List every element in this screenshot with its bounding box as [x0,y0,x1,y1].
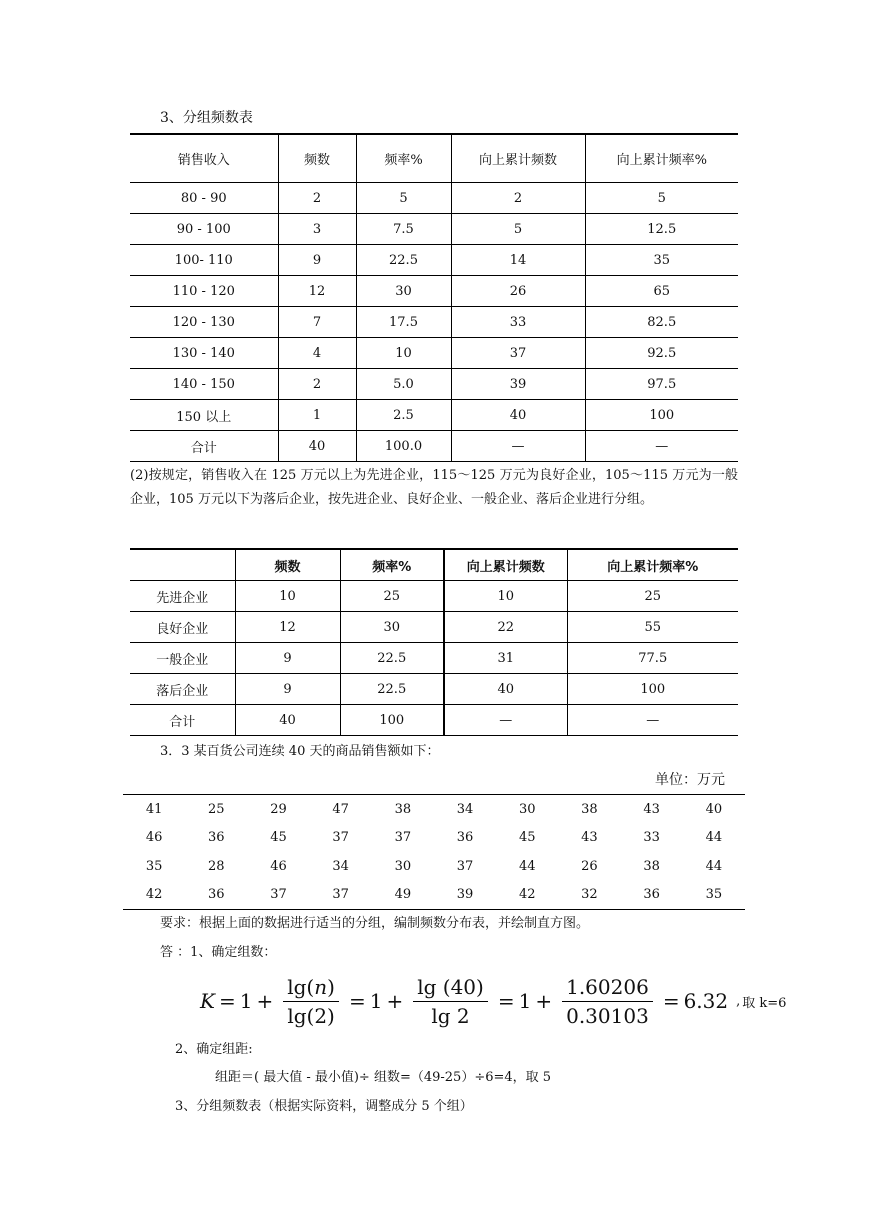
table-header-row [130,134,738,183]
table-cell: 37 [270,887,287,903]
header-cell: 频率% [356,134,451,183]
table-cell: 40 [278,431,356,462]
table-cell: 9 [278,245,356,276]
table-cell: 2.5 [356,400,451,431]
table-cell: 7 [278,307,356,338]
table-cell: 100 [567,674,738,705]
table-cell: 36 [456,830,474,846]
table-cell: 43 [581,830,598,846]
table-cell: 12 [235,612,340,643]
table-cell: 41 [145,801,163,817]
table-cell: 42 [518,887,536,903]
table-row [130,307,738,338]
table-cell: 12.5 [585,214,738,245]
table-cell: 合计 [130,431,278,462]
table-cell: 合计 [130,705,235,736]
table-cell: 100.0 [356,431,451,462]
table-cell: 30 [340,612,444,643]
table-cell: 49 [394,887,412,903]
table-cell: 31 [444,643,567,674]
table-cell: 25 [340,581,444,612]
table-cell: 43 [643,801,660,817]
fraction-lg-n: $\frac{\lg(n)}{\lg(2)}$ [283,975,339,1028]
table-header-row [130,549,738,581]
table-cell: 26 [451,276,585,307]
table-cell: 2 [278,183,356,214]
table-row [130,705,738,736]
table-row [130,643,738,674]
formula-k: K [200,989,215,1013]
step2-title: 2、确定组距: [175,1042,253,1057]
table-row [130,612,738,643]
table-cell: 82.5 [585,307,738,338]
group-count-formula: K = 1 + $\frac{\lg(n)}{\lg(2)}$ = 1 + $\frac{\lg (40)}{\lg 2}$ = 1 + $\frac{1.60206}{0.30103}$ = 6.32 , 取 k=6 [200,974,787,1028]
table-cell: 45 [518,830,536,846]
header-cell: 向上累计频数 [451,134,585,183]
table-cell: 45 [270,830,287,846]
table-cell: 14 [451,245,585,276]
table-cell: 40 [451,400,585,431]
problem-statement: 3．3 某百货公司连续 40 天的商品销售额如下： [160,744,440,759]
table-cell: 40 [705,801,723,817]
header-cell: 向上累计频率% [585,134,738,183]
table-cell: 44 [705,830,723,846]
table-cell: 47 [332,801,349,817]
unit-label: 单位：万元 [655,772,725,788]
table-row [130,214,738,245]
table-cell: 3 [278,214,356,245]
table-cell: 110 - 120 [130,276,278,307]
fraction-lg-40: $\frac{\lg (40)}{\lg 2}$ [413,975,488,1028]
table-cell: 150 以上 [130,400,278,431]
table-row [130,338,738,369]
table-cell: 40 [444,674,567,705]
table-cell: 100- 110 [130,245,278,276]
table-cell: 先进企业 [130,581,235,612]
table-cell: 22.5 [356,245,451,276]
table-cell: 90 - 100 [130,214,278,245]
table-cell: 33 [643,830,660,846]
table-cell: 35 [705,887,723,903]
fraction-values: $\frac{1.60206}{0.30103}$ [562,975,653,1028]
table-cell: 10 [235,581,340,612]
table-row [130,276,738,307]
table-cell: 5.0 [356,369,451,400]
table-cell: — [451,431,585,462]
table-cell: 35 [585,245,738,276]
table-cell: 36 [643,887,660,903]
table-cell: 46 [145,830,163,846]
formula-result: 6.32 [683,989,729,1013]
table-cell: 25 [208,801,225,817]
table-cell: 130 - 140 [130,338,278,369]
table-cell: 10 [444,581,567,612]
table-cell: 9 [235,674,340,705]
answer-intro: 答 ：1、确定组数： [160,945,277,960]
table-cell: 良好企业 [130,612,235,643]
table-cell: 37 [332,887,349,903]
formula-one: 1 [239,989,253,1013]
table-row [130,245,738,276]
table-cell: 120 - 130 [130,307,278,338]
table-cell: 17.5 [356,307,451,338]
table-cell: 32 [581,887,598,903]
table-row [123,795,745,824]
table-cell: 36 [208,887,225,903]
table-cell: 97.5 [585,369,738,400]
table-cell: 5 [585,183,738,214]
table-cell: 34 [332,858,349,874]
frequency-table-1 [130,133,738,462]
table-row [123,881,745,910]
header-cell: 向上累计频率% [567,549,738,581]
table-cell: 1 [278,400,356,431]
table-cell: 39 [451,369,585,400]
table-row [130,369,738,400]
table-cell: 一般企业 [130,643,235,674]
table-cell: 42 [145,887,163,903]
table-cell: 100 [340,705,444,736]
table-cell: — [444,705,567,736]
header-cell: 频数 [235,549,340,581]
table-cell: 37 [456,858,474,874]
table-cell: 37 [332,830,349,846]
table-cell: 28 [208,858,225,874]
table-cell: 30 [356,276,451,307]
step2-detail: 组距＝( 最大值 - 最小值)÷ 组数=（49-25）÷6=4，取 5 [215,1070,552,1085]
table-cell: 4 [278,338,356,369]
table-cell: 44 [518,858,536,874]
header-cell: 频数 [278,134,356,183]
table-cell: 29 [270,801,287,817]
table-cell: 25 [567,581,738,612]
table-row [123,824,745,853]
table-cell: 37 [451,338,585,369]
table-cell: 5 [451,214,585,245]
header-cell: 向上累计频数 [444,549,567,581]
header-cell: 频率% [340,549,444,581]
table-cell: 22 [444,612,567,643]
formula-take-k: 取 k=6 [742,995,787,1011]
table-cell: 38 [643,858,660,874]
table-cell: 26 [581,858,598,874]
table-cell: 7.5 [356,214,451,245]
table-row [130,674,738,705]
table-cell: 36 [208,830,225,846]
table-cell: — [567,705,738,736]
table-cell: 140 - 150 [130,369,278,400]
table-row [123,852,745,881]
table-row [130,183,738,214]
table-cell: — [585,431,738,462]
table-cell: 34 [456,801,474,817]
table-cell: 77.5 [567,643,738,674]
table-row [130,581,738,612]
table-cell: 38 [394,801,412,817]
table-cell: 39 [456,887,474,903]
table-cell: 33 [451,307,585,338]
header-cell [130,549,235,581]
enterprise-group-table [130,548,738,736]
table-cell: 44 [705,858,723,874]
table-cell: 35 [145,858,163,874]
table-cell: 37 [394,830,412,846]
table-cell: 55 [567,612,738,643]
table-cell: 12 [278,276,356,307]
table-cell: 9 [235,643,340,674]
table-cell: 30 [394,858,412,874]
table-cell: 2 [451,183,585,214]
table-row [130,431,738,462]
table-cell: 30 [518,801,536,817]
table-cell: 2 [278,369,356,400]
table-cell: 100 [585,400,738,431]
table-cell: 80 - 90 [130,183,278,214]
section-title: 3、分组频数表 [160,110,253,126]
table-cell: 65 [585,276,738,307]
table-row [130,400,738,431]
header-cell: 销售收入 [130,134,278,183]
requirement-text: 要求：根据上面的数据进行适当的分组，编制频数分布表，并绘制直方图。 [160,916,590,931]
step3-title: 3、分组频数表（根据实际资料，调整成分 5 个组） [175,1099,473,1114]
table-cell: 10 [356,338,451,369]
table-cell: 38 [581,801,598,817]
table-cell: 40 [235,705,340,736]
table-cell: 22.5 [340,674,444,705]
sales-data-table [123,794,745,910]
table-cell: 46 [270,858,287,874]
paragraph-classification-rule: (2)按规定，销售收入在 125 万元以上为先进企业，115～125 万元为良好企业，105～115 万元为一般企业，105 万元以下为落后企业，按先进企业、良好企业、一般企业、落后企业进行分组。 [130,468,738,507]
table-cell: 92.5 [585,338,738,369]
table-cell: 22.5 [340,643,444,674]
table-cell: 落后企业 [130,674,235,705]
table-cell: 5 [356,183,451,214]
